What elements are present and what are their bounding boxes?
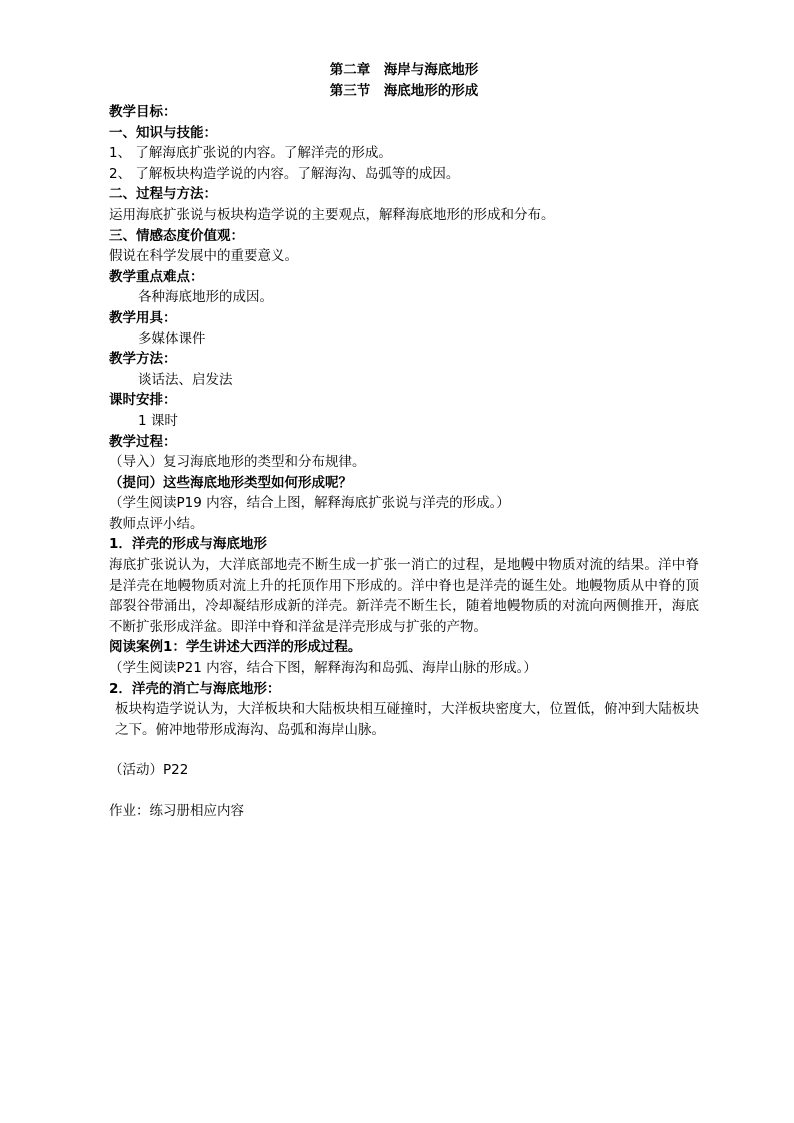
methods-text: 谈话法、启发法 xyxy=(138,371,233,388)
tools-text: 多媒体课件 xyxy=(138,330,206,347)
teaching-process-heading: 教学过程： xyxy=(109,433,177,450)
part1-paragraph: 海底扩张说认为，大洋底部地壳不断生成一扩张一消亡的过程，是地幔中物质对流的结果。洋中脊是洋壳在地幔物质对流上升的托顶作用下形成的。洋中脊也是洋壳的诞生处。地幔物质从中脊的顶部裂谷带涌出，冷却凝结形成新的洋壳。新洋壳不断生长，随着地幔物质的对流向两侧推开，海底不断扩张形成洋盆。即洋中脊和洋盆是洋壳形成与扩张的产物。 xyxy=(109,557,699,635)
tools-heading: 教学用具： xyxy=(109,309,177,326)
reading-case-1: 阅读案例1：学生讲述大西洋的形成过程。 xyxy=(109,639,362,656)
knowledge-heading: 一、知识与技能： xyxy=(109,124,217,141)
process-method-heading: 二、过程与方法： xyxy=(109,186,217,203)
intro-text: （导入）复习海底地形的类型和分布规律。 xyxy=(109,454,366,471)
knowledge-item-2: 2、 了解板块构造学说的内容。了解海沟、岛弧等的成因。 xyxy=(109,165,460,182)
chapter-title: 第二章 海岸与海底地形 xyxy=(329,62,479,78)
knowledge-item-1: 1、 了解海底扩张说的内容。了解洋壳的形成。 xyxy=(109,145,392,162)
reading-task-1: （学生阅读P19 内容，结合上图，解释海底扩张说与洋壳的形成。） xyxy=(109,495,510,512)
section-title: 第三节 海底地形的形成 xyxy=(329,83,479,99)
spacer xyxy=(109,781,699,801)
schedule-text: 1 课时 xyxy=(138,412,178,429)
activity-text: （活动）P22 xyxy=(109,762,189,779)
homework-text: 作业：练习册相应内容 xyxy=(109,803,244,819)
emotion-heading: 三、情感态度价值观： xyxy=(109,227,244,244)
part2-title: 2．洋壳的消亡与海底地形： xyxy=(109,680,281,697)
question-text: （提问）这些海底地形类型如何形成呢？ xyxy=(109,474,352,491)
emotion-text: 假说在科学发展中的重要意义。 xyxy=(109,248,298,265)
reading-task-2: （学生阅读P21 内容，结合下图，解释海沟和岛弧、海岸山脉的形成。） xyxy=(109,660,537,677)
teacher-summary: 教师点评小结。 xyxy=(109,515,204,532)
part2-paragraph: 板块构造学说认为，大洋板块和大陆板块相互碰撞时，大洋板块密度大，位置低，俯冲到大陆板块之下。俯冲地带形成海沟、岛弧和海岸山脉。 xyxy=(115,701,699,738)
part1-title: 1．洋壳的形成与海底地形 xyxy=(109,536,267,553)
document-page xyxy=(109,60,699,822)
schedule-heading: 课时安排： xyxy=(109,392,177,409)
key-points-text: 各种海底地形的成因。 xyxy=(138,289,273,306)
key-points-heading: 教学重点难点： xyxy=(109,268,204,285)
goals-heading: 教学目标： xyxy=(109,104,177,120)
process-method-text: 运用海底扩张说与板块构造学说的主要观点，解释海底地形的形成和分布。 xyxy=(109,206,555,223)
spacer xyxy=(109,740,699,760)
methods-heading: 教学方法： xyxy=(109,351,177,368)
